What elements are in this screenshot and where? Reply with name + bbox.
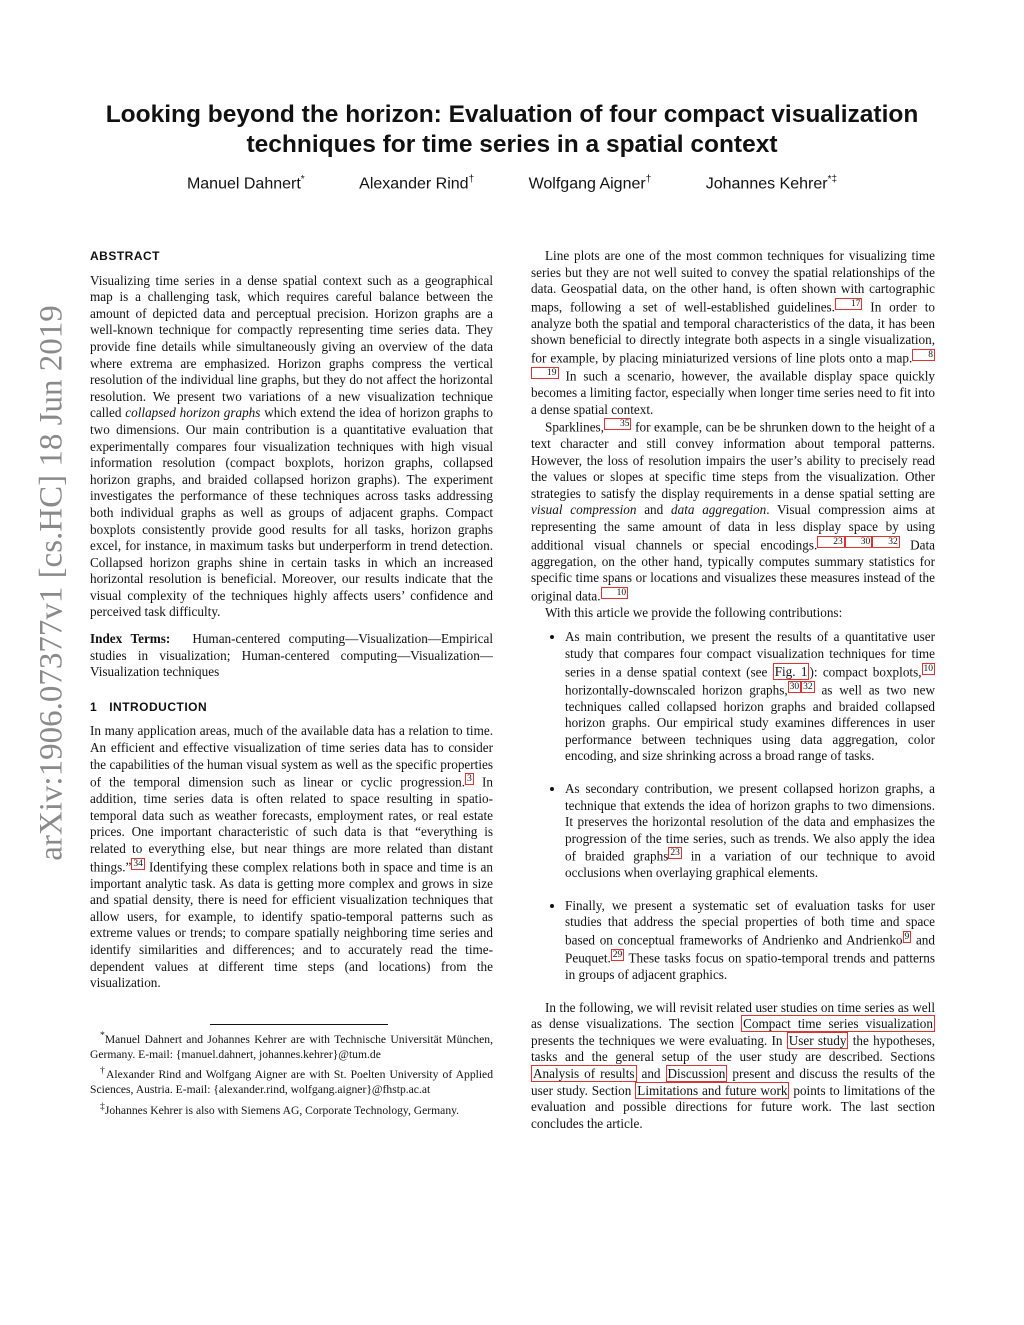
- citation-link[interactable]: 32: [872, 536, 900, 548]
- citation-link[interactable]: 29: [612, 950, 623, 961]
- list-item: • Finally, we present a systematic set of evaluation tasks for user studies that address the special properties of both time and space based on conceptual frameworks of Andrienko and Andrienko 9 and Peuquet. 29 These tasks focus on spatio-temporal trends and patterns in groups of adjacent graphics.: [565, 898, 935, 984]
- citation-link[interactable]: 8: [912, 349, 935, 361]
- footnote: †Alexander Rind and Wolfgang Aigner are with St. Poelten University of Applied Sciences, Austria. E-mail: {alexander.rind, wolfgang.aigner}@fhstp.ac.at: [90, 1065, 494, 1097]
- citation-link[interactable]: 32: [803, 681, 813, 692]
- citation-link[interactable]: 10: [601, 587, 629, 599]
- author-name: Alexander Rind: [359, 175, 469, 193]
- author-name: Johannes Kehrer: [705, 175, 828, 193]
- citation-link[interactable]: 3: [467, 774, 472, 785]
- section-link[interactable]: Discussion: [667, 1066, 726, 1082]
- section-link[interactable]: Limitations and future work: [637, 1082, 788, 1098]
- citation-link[interactable]: 30: [789, 681, 800, 692]
- author: [187, 174, 305, 193]
- section-link[interactable]: Compact time series visualization: [743, 1016, 933, 1032]
- author-name: Manuel Dahnert: [186, 175, 301, 193]
- author-affiliation-mark: *: [300, 174, 305, 185]
- author: [529, 174, 652, 193]
- author: [359, 174, 474, 193]
- footnote: *Manuel Dahnert and Johannes Kehrer are with Technische Universität München, Germany. E-mail: {manuel.dahnert, johannes.kehrer}@tum.de: [90, 1030, 493, 1061]
- author-affiliation-mark: *‡: [827, 174, 838, 185]
- paper-title: Looking beyond the horizon: Evaluation of four compact visualization techniques for time series in a spatial context: [105, 101, 919, 158]
- right-column: [531, 248, 935, 1132]
- citation-link[interactable]: 10: [923, 663, 934, 674]
- abstract-text: Visualizing time series in a dense spatial context such as a geographical map is a challenging task, which requires careful balance between the amount of depicted data and perceptual precision. Horizon graphs are a well-known technique for compactly representing time series data. They provide fine details while simultaneously giving an overview of the data where extrema are emphasized. Horizon graphs compress the vertical resolution of the individual line graphs, but they do not affect the horizontal resolution. We present two variations of a new visualization technique called collapsed horizon graphs which extend the idea of horizon graphs to two dimensions. Our main contribution is a quantitative evaluation that experimentally compares four visualization techniques with high visual information resolution (compact boxplots, horizon graphs, collapsed horizon graphs, and braided collapsed horizon graphs). The experiment investigates the performance of these techniques across tasks addressing both individual graphs as well as groups of adjacent graphs. Compact boxplots consistently provide good results for all tasks, horizon graphs excel, for instance, in maximum tasks but underperform in trend detection. Collapsed horizon graphs shine in certain tasks in which an increased horizontal resolution is beneficial. Moreover, our results indicate that the visual complexity of the techniques highly affects users’ confidence and perceived task difficulty.: [90, 272, 494, 620]
- intro-paragraph-5: In the following, we will revisit related user studies on time series as well as dense visualizations. The section Compact time series visualization presents the techniques we were evaluating. In User study the hypotheses, tasks and the general setup of the user study are described. Sections Analysis of results and Discussion present and discuss the results of the user study. Section Limitations and future work points to limitations of the evaluation and possible directions for future work. The last section concludes the article.: [531, 999, 936, 1131]
- citation-link[interactable]: 9: [904, 932, 910, 943]
- author-name: Wolfgang Aigner: [528, 175, 646, 193]
- section-link[interactable]: User study: [788, 1032, 847, 1048]
- citation-link[interactable]: 34: [133, 858, 143, 869]
- intro-paragraph-1: In many application areas, much of the available data has a relation to time. An efficient and effective visualization of time series data has to consider the capabilities of the human visual system as well as the specific properties of the temporal dimension such as linear or cyclic progression. 3 In addition, time series data is often related to space resulting in spatio-temporal data such as weather forecasts, employment rates, or real estate prices. One important characteristic of such data is that “everything is related to everything else, but near things are more related than distant things.” 34 Identifying these complex relations both in space and time is an important analytic task. As data is getting more complex and grows in size and spatial density, there is need for efficient visualization techniques that allow users, for example, to identify spatio-temporal patterns such as extreme values or trends; to compare spatially neighboring time series and identify similarities and differences; and to accurately read the time-dependent values at different time steps (and locations) from the visualization.: [90, 723, 493, 991]
- citation-link[interactable]: 23: [670, 848, 680, 859]
- author-list: [0, 174, 1024, 193]
- list-item: • As main contribution, we present the results of a quantitative user study that compares four compact visualization techniques for time series in a dense spatial context (see Fig. 1 ): compact boxplots, 10 horizontally-downscaled horizon graphs, 30 32 as well as two new techniques called collapsed horizon graphs and braided collapsed horizon graphs. Our empirical study examines differences in user performance between techniques using data aggregation, color encoding, and size shrinking across a broad range of tasks.: [565, 629, 935, 765]
- index-terms-text: Human-centered computing—Visualization—Empirical studies in visualization; Human-centered computing—Visualization—Visualization techniques: [90, 631, 493, 680]
- contribution-list: [531, 629, 935, 983]
- footnote-rule: [210, 1024, 388, 1025]
- citation-link[interactable]: 35: [604, 418, 632, 430]
- abstract-heading: ABSTRACT: [90, 249, 160, 263]
- intro-paragraph-2: Line plots are one of the most common techniques for visualizing time series but they are not well suited to convey the spatial relationships of the data. Geospatial data, on the other hand, is often shown with cartographic maps, following a set of well-established guidelines. 17 In order to analyze both the spatial and temporal characteristics of the data, it has been shown beneficial to directly integrate both aspects in a single visualization, for example, by placing miniaturized versions of line plots onto a map. 819 In such a scenario, however, the available display space quickly becomes a limiting factor, especially when longer time series need to fit into a dense spatial context.: [531, 248, 935, 417]
- citation-link[interactable]: 23: [817, 536, 845, 548]
- intro-paragraph-4: With this article we provide the following contributions:: [545, 604, 843, 620]
- figure-link[interactable]: Fig. 1: [774, 663, 808, 679]
- footnotes: [90, 1024, 493, 1121]
- citation-link[interactable]: 17: [835, 298, 863, 310]
- intro-paragraph-3: Sparklines, 35 for example, can be be shrunken down to the height of a text character and still convey information about temporal patterns. However, the loss of resolution impairs the user’s ability to precisely read the values or slopes at specific time steps from the visualization. Other strategies to satisfy the display requirements in a dense spatial setting are visual compression and data aggregation. Visual compression aims at representing the same amount of data in less display space by using additional visual channels or special encodings. 23 30 32 Data aggregation, on the other hand, typically computes summary statistics for specific time spans or locations and visualizes these measures instead of the original data. 10: [531, 419, 935, 604]
- list-item: • As secondary contribution, we present collapsed horizon graphs, a technique that extends the idea of horizon graphs to two dimensions. It preserves the horizontal resolution of the data and emphasizes the progression of the time series, such as trends. We also apply the idea of braided graphs 23 in a variation of our technique to avoid occlusions when overlaying graphical elements.: [565, 781, 935, 882]
- author-affiliation-mark: †: [645, 174, 652, 185]
- author-affiliation-mark: †: [468, 174, 475, 185]
- arxiv-identifier[interactable]: arXiv:1906.07377v1 [cs.HC] 18 Jun 2019: [33, 305, 70, 861]
- index-terms: [90, 631, 493, 681]
- index-terms-label: Index Terms:: [90, 631, 171, 647]
- author: [706, 174, 837, 193]
- citation-link[interactable]: 30: [845, 536, 873, 548]
- left-column: [90, 248, 493, 992]
- introduction-heading: 1 INTRODUCTION: [90, 699, 208, 714]
- footnote: ‡Johannes Kehrer is also with Siemens AG, Corporate Technology, Germany.: [100, 1100, 460, 1117]
- section-link[interactable]: Analysis of results: [533, 1066, 635, 1082]
- citation-link[interactable]: 19: [531, 367, 559, 379]
